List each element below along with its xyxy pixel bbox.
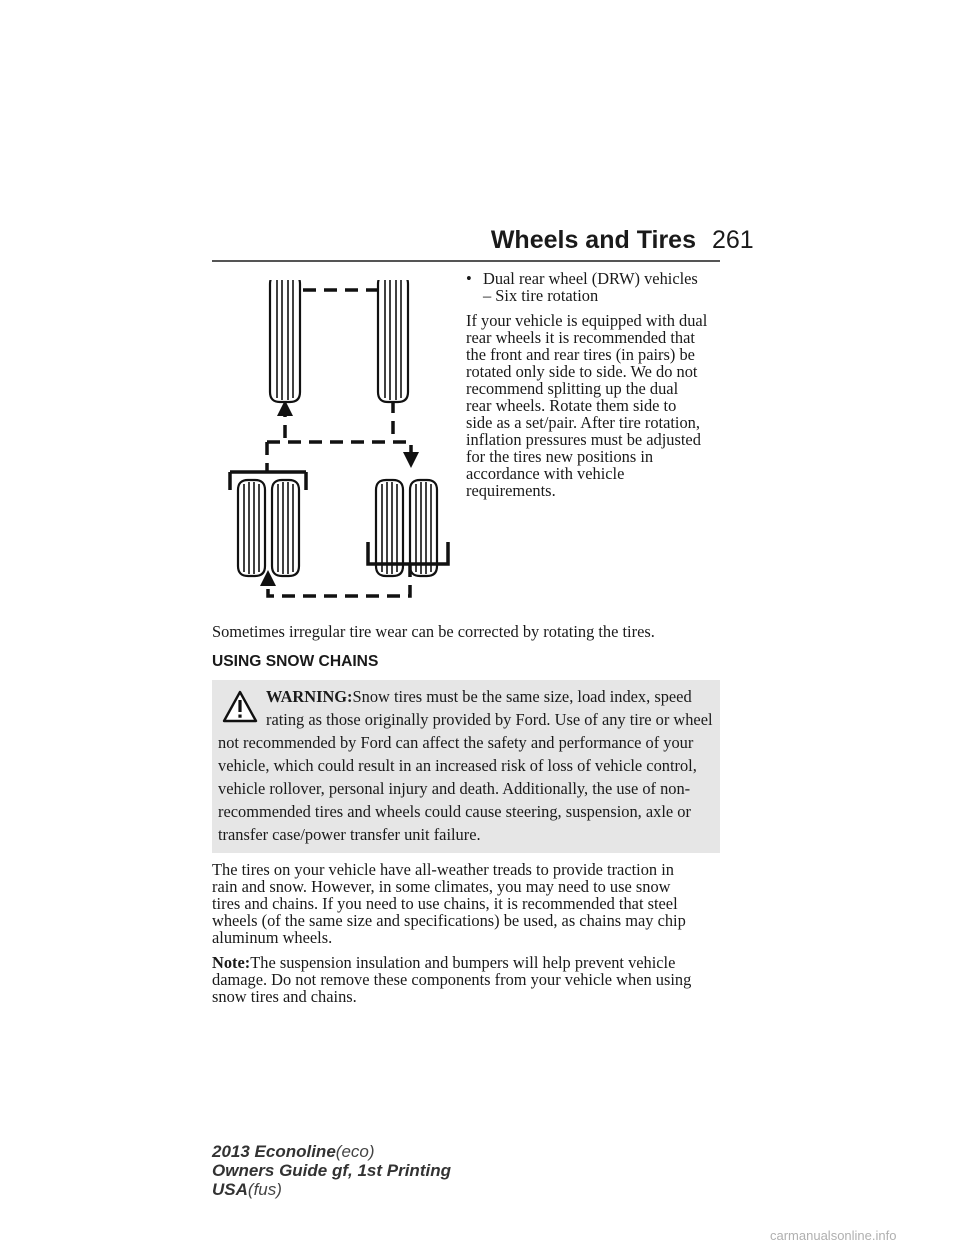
intro-paragraph: Sometimes irregular tire wear can be corrected by rotating the tires.	[212, 622, 655, 641]
warning-text: Snow tires must be the same size, load index, speed rating as those originally provided by Ford. Use of any tire or wheel not recommended by Ford can affect the safety and performance of your vehicle, which could result in an increased risk of loss of vehicle control, vehicle rollover, personal injury and death. Additionally, the use of non-recommended tires and wheels could cause steering, suspension, axle or transfer case/power transfer unit failure.	[218, 687, 713, 844]
side-text	[466, 270, 726, 499]
watermark: carmanualsonline.info	[770, 1228, 897, 1243]
warning-triangle-icon	[222, 689, 258, 725]
page-number: 261	[712, 226, 754, 254]
footer	[212, 1142, 451, 1199]
note-paragraph	[212, 954, 732, 1005]
footer-region: USA	[212, 1180, 248, 1199]
snow-paragraph: The tires on your vehicle have all-weather treads to provide traction in rain and snow. However, in some climates, you may need to use snow tires and chains. If you need to use chains, it is recommended that steel wheels (of the same size and specifications) be used, as chains may chip aluminum wheels.	[212, 860, 686, 947]
list-item	[466, 270, 726, 304]
warning-label: WARNING:	[266, 687, 353, 706]
section-title: Wheels and Tires	[490, 226, 696, 254]
footer-line-2: Owners Guide gf, 1st Printing	[212, 1161, 451, 1180]
note-label: Note:	[212, 953, 251, 972]
section-heading: USING SNOW CHAINS	[212, 653, 379, 670]
main-content	[212, 623, 732, 1013]
footer-model-code: (eco)	[335, 1142, 375, 1161]
bullet-text: Dual rear wheel (DRW) vehicles – Six tire rotation	[483, 269, 698, 305]
note-text: The suspension insulation and bumpers will help prevent vehicle damage. Do not remove these components from your vehicle when using snow tires and chains.	[212, 953, 692, 1006]
footer-line-3	[212, 1180, 451, 1199]
footer-line-1	[212, 1142, 451, 1161]
header-rule	[212, 260, 720, 262]
footer-model: 2013 Econoline	[212, 1142, 336, 1161]
bullet-marker: •	[466, 269, 472, 288]
footer-region-code: (fus)	[247, 1180, 282, 1199]
rotation-paragraph: If your vehicle is equipped with dual rear wheels it is recommended that the front and rear tires (in pairs) be rotated only side to side. We do not recommend splitting up the dual rear wheels. Rotate them side to side as a set/pair. After tire rotation, inflation pressures must be adjusted for the tires new positions in accordance with vehicle requirements.	[466, 311, 708, 500]
tire-rotation-diagram	[222, 280, 458, 602]
warning-box	[212, 680, 720, 853]
